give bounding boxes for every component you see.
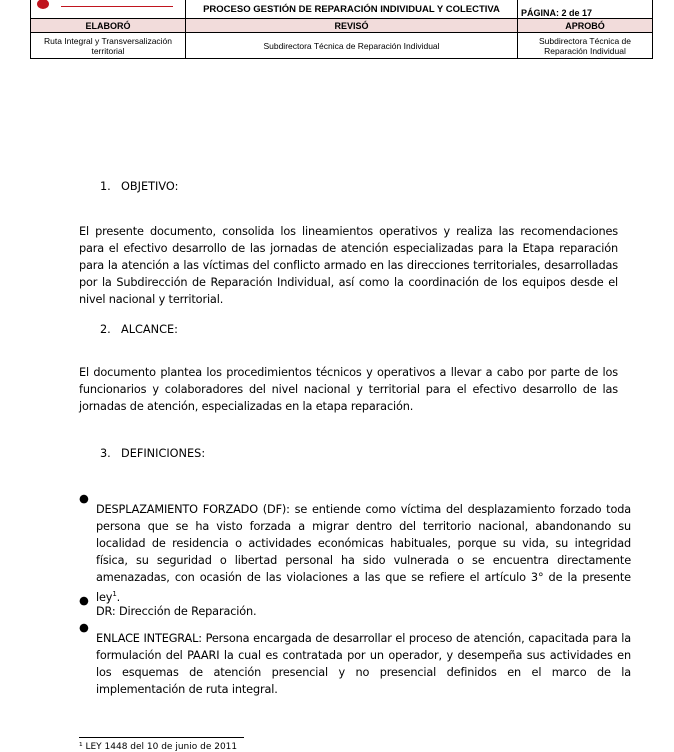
reviso-value: Subdirectora Técnica de Reparación Individual — [186, 33, 518, 59]
definition-item: ● DESPLAZAMIENTO FORZADO (DF): se entiende como víctima del desplazamiento forzado toda persona que se ha visto forzada a migrar dentro del territorio nacional, abandonando su localidad de residencia o actividades económicas habituales, porque su vida, su integridad física, su seguridad o libertad personal ha sido vulnerada o se encuentra directamente amenazadas, con ocasión de las violaciones a las que se refiere el artículo 3° de la presente ley$^1$. — [79, 492, 632, 605]
footnote-ref: 1 — [112, 590, 117, 599]
definition-text: Persona encargada de desarrollar el proceso de atención, capacitada para la formulación del PAARI la cual es contratada por un operador, y desempeña sus actividades en los esquemas de atención presencial y no presencial definidos en el marco de la implementación de ruta integral. — [96, 632, 631, 697]
header-meta-cell — [518, 0, 653, 19]
logo-cell — [31, 0, 186, 19]
definition-text: se entiende como víctima del desplazamiento forzado toda persona que se ha visto forzada a migrar dentro del territorio nacional, abandonando su localidad de residencia o actividades económicas habituales, porque su vida, su integridad física, su seguridad o libertad personal ha sido vulnerada o se encuentra directamente amenazadas, con ocasión de las violaciones a las que se refiere el artículo 3° de la presente ley — [96, 503, 632, 605]
logo-underline — [61, 6, 173, 7]
process-title: PROCESO GESTIÓN DE REPARACIÓN INDIVIDUAL Y COLECTIVA — [203, 4, 500, 15]
elaboro-value: Ruta Integral y Transversalización territorial — [31, 33, 186, 59]
bullet-icon: ● — [79, 492, 89, 505]
objetivo-paragraph: El presente documento, consolida los lineamientos operativos y realiza las recomendaciones para el efectivo desarrollo de las jornadas de atención especializadas para la Etapa reparación para la atención a las víctimas del conflicto armado en las direcciones territoriales, desarrolladas por la Subdirección de Reparación Individual, así como la coordinación de los equipos desde el nivel nacional y territorial. — [79, 225, 618, 306]
definition-text: Dirección de Reparación. — [115, 605, 257, 619]
section-heading-definiciones: 3. DEFINICIONES: — [100, 447, 206, 460]
role-aprobo: APROBÓ — [518, 19, 653, 33]
document-header-table — [30, 0, 653, 59]
aprobo-value: Subdirectora Técnica de Reparación Individual — [518, 33, 653, 59]
section-heading-alcance: 2. ALCANCE: — [100, 323, 178, 336]
definition-term: DESPLAZAMIENTO FORZADO (DF): — [96, 503, 290, 517]
date-label — [521, 0, 649, 2]
alcance-paragraph: El documento plantea los procedimientos técnicos y operativos a llevar a cabo por parte de los funcionarios y colaboradores del nivel nacional y territorial para el efectivo desarrollo de las jornadas de atención, especializadas en la etapa reparación. — [79, 366, 618, 413]
footnote: ¹ LEY 1448 del 10 de junio de 2011 — [79, 742, 238, 752]
footnote-separator — [79, 737, 244, 738]
institution-logo — [37, 0, 49, 9]
definition-term: DR: — [96, 605, 116, 619]
role-elaboro: ELABORÓ — [31, 19, 186, 33]
page-number: PÁGINA: 2 de 17 — [521, 7, 593, 18]
definition-item — [79, 619, 631, 710]
bullet-icon: ● — [79, 621, 89, 634]
section-heading-objetivo: 1. OBJETIVO: — [100, 180, 179, 193]
role-reviso: REVISÓ — [186, 19, 518, 33]
definition-term: ENLACE INTEGRAL: — [96, 632, 202, 646]
bullet-icon: ● — [79, 594, 89, 607]
header-title-cell — [186, 0, 518, 19]
